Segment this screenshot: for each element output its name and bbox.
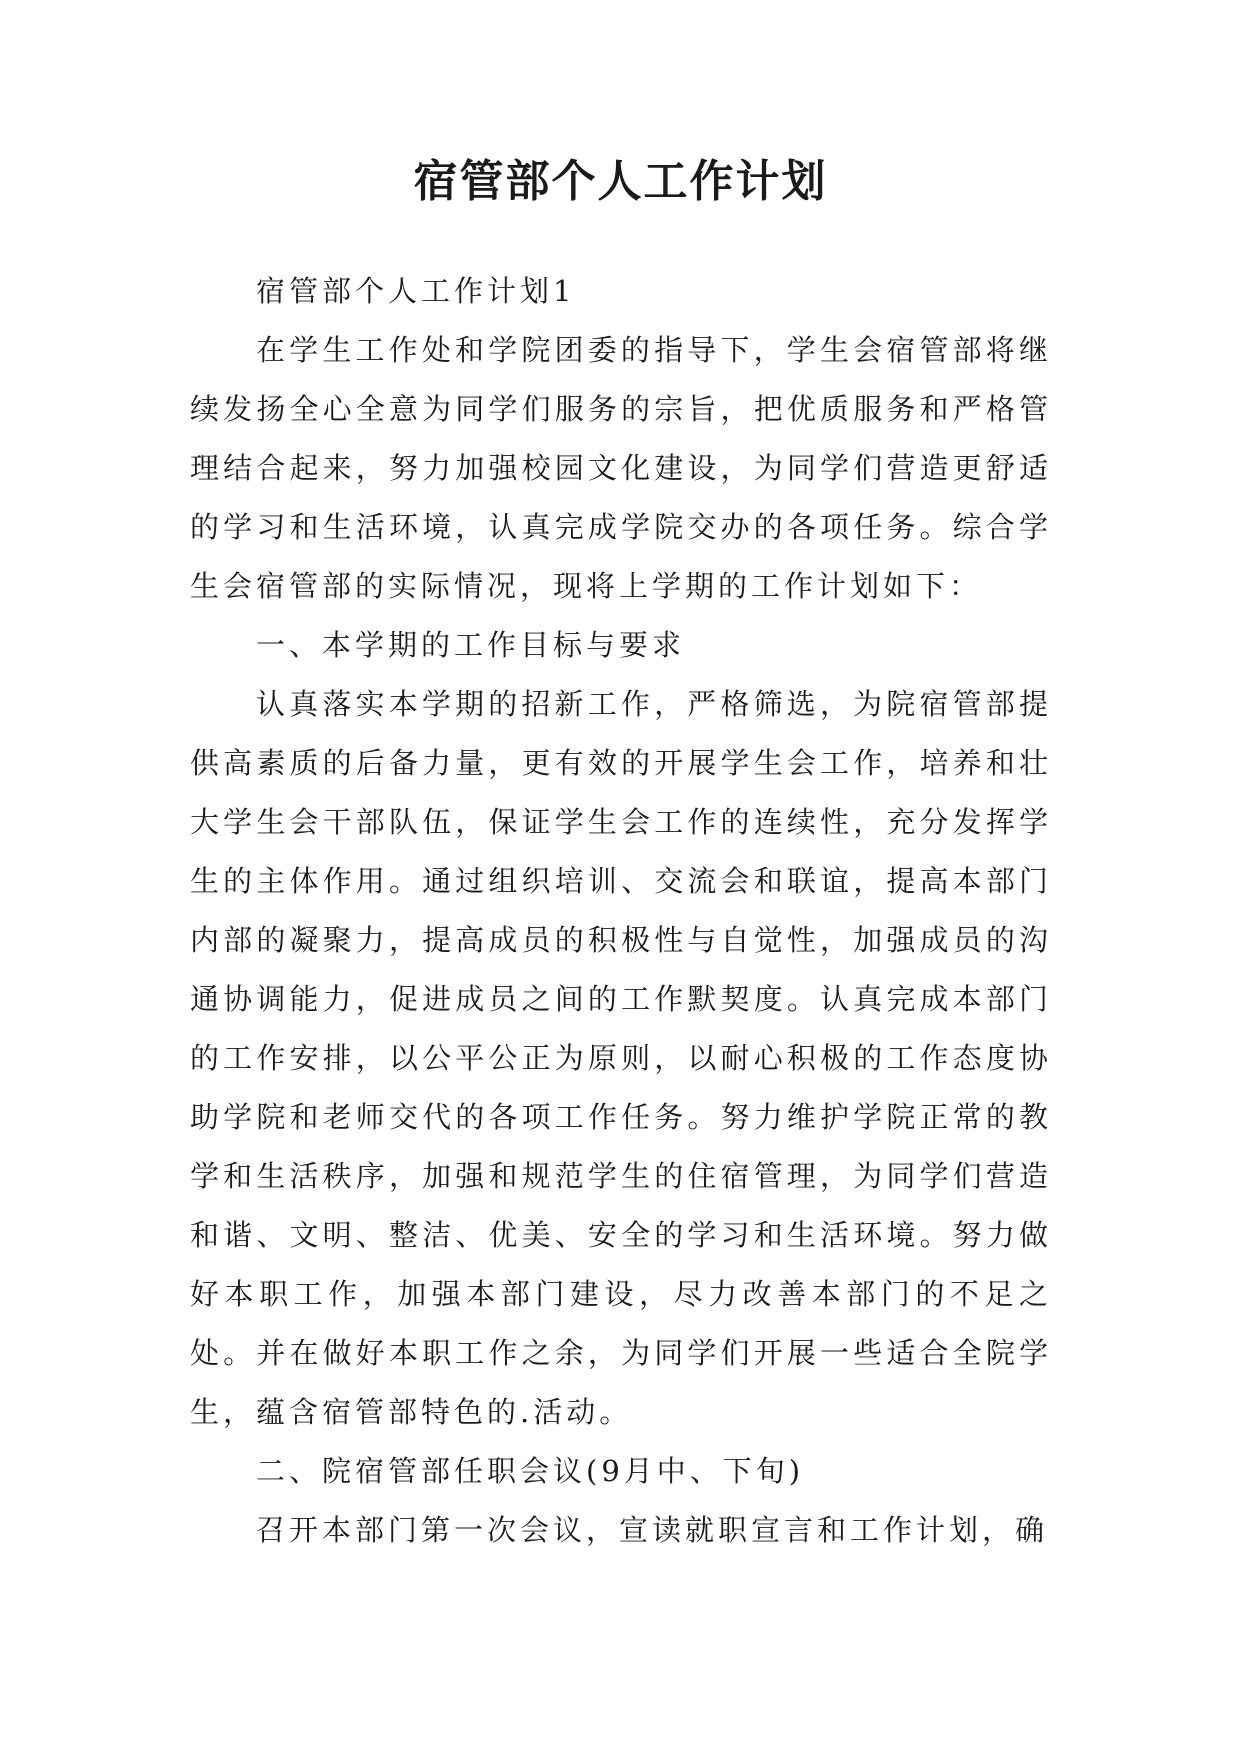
paragraph-goals: 认真落实本学期的招新工作，严格筛选，为院宿管部提供高素质的后备力量，更有效的开展学生会工作，培养和壮大学生会干部队伍，保证学生会工作的连续性，充分发挥学生的主体作用。通过组织培训、交流会和联谊，提高本部门内部的凝聚力，提高成员的积极性与自觉性，加强成员的沟通协调能力，促进成员之间的工作默契度。认真完成本部门的工作安排，以公平公正为原则，以耐心积极的工作态度协助学院和老师交代的各项工作任务。努力维护学院正常的教学和生活秩序，加强和规范学生的住宿管理，为同学们营造和谐、文明、整洁、优美、安全的学习和生活环境。努力做好本职工作，加强本部门建设，尽力改善本部门的不足之处。并在做好本职工作之余，为同学们开展一些适合全院学生，蕴含宿管部特色的.活动。	[190, 687, 1052, 1429]
paragraph-meeting: 召开本部门第一次会议，宣读就职宣言和工作计划，确	[256, 1513, 1049, 1547]
document-body	[190, 262, 1052, 1560]
document-title: 宿管部个人工作计划	[413, 156, 828, 207]
paragraph-intro: 在学生工作处和学院团委的指导下，学生会宿管部将继续发扬全心全意为同学们服务的宗旨，把优质服务和严格管理结合起来，努力加强校园文化建设，为同学们营造更舒适的学习和生活环境，认真完成学院交办的各项任务。综合学生会宿管部的实际情况，现将上学期的工作计划如下：	[190, 333, 1052, 603]
section-heading-meeting: 二、院宿管部任职会议(9月中、下旬)	[256, 1454, 805, 1488]
section-heading-goals: 一、本学期的工作目标与要求	[256, 628, 686, 662]
paragraph-subtitle: 宿管部个人工作计划1	[256, 274, 576, 308]
